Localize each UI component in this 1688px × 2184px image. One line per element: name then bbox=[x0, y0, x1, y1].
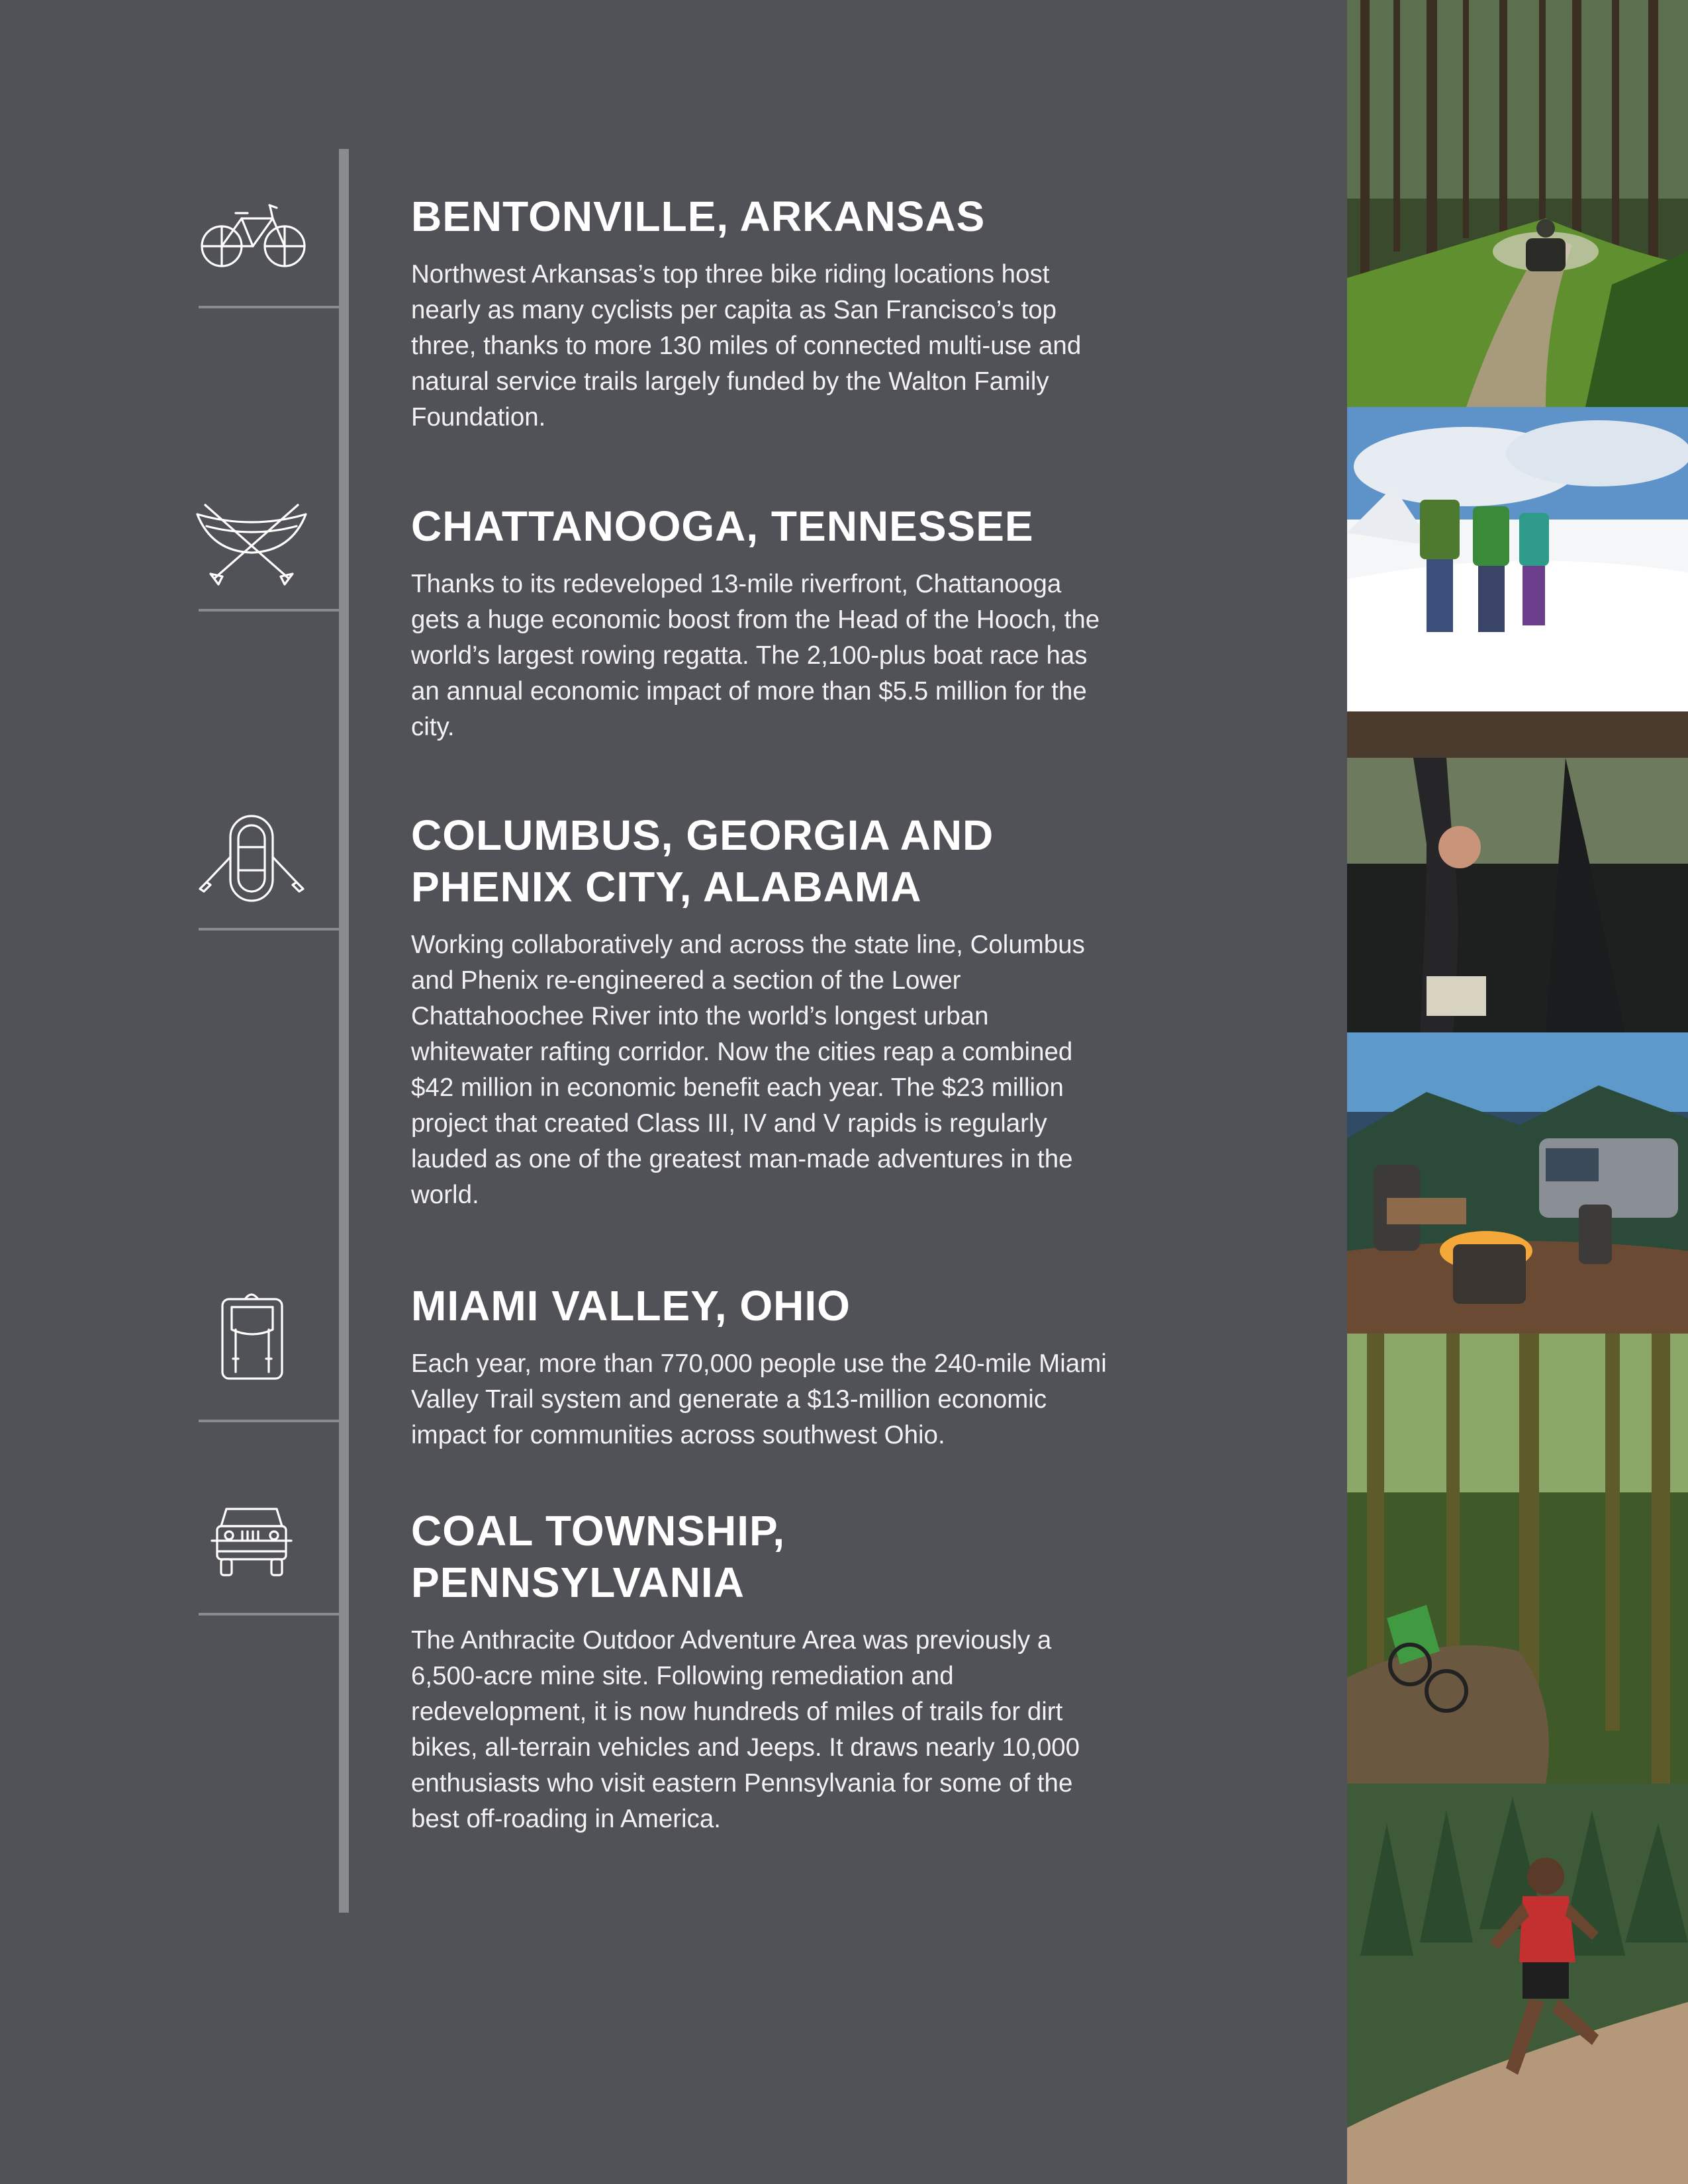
divider-5 bbox=[199, 1613, 339, 1615]
entry-title: BENTONVILLE, ARKANSAS bbox=[411, 193, 986, 240]
divider-4 bbox=[199, 1420, 339, 1422]
photo-campfire bbox=[1347, 1032, 1688, 1334]
entry-body: The Anthracite Outdoor Adventure Area was previously a 6,500-acre mine site. Following remediation and redevelopment, it is now hundreds of miles of trails for dirt bikes, all-terrain vehicles and Jeeps. It draws nearly 10,000 enthusiasts who visit eastern Pennsylvania for some of the best off-roading in America. bbox=[411, 1626, 1080, 1833]
photo-mountain-biker bbox=[1347, 1334, 1688, 1784]
divider-2 bbox=[199, 609, 339, 612]
entry-title: MIAMI VALLEY, OHIO bbox=[411, 1282, 851, 1330]
photo-strip bbox=[1347, 0, 1688, 2184]
entry-title: COLUMBUS, GEORGIA AND PHENIX CITY, ALABAMA bbox=[411, 811, 994, 911]
jeep-icon bbox=[192, 1501, 311, 1594]
entry-coal-township bbox=[411, 1505, 1080, 1837]
canoe-icon bbox=[192, 500, 311, 592]
entry-body: Northwest Arkansas’s top three bike riding locations host nearly as many cyclists per capita as San Francisco’s top three, thanks to more 130 miles of connected multi-use and natural service trails largely funded by the Walton Family Foundation. bbox=[411, 260, 1082, 432]
entry-bentonville bbox=[411, 191, 1113, 435]
entry-chattanooga bbox=[411, 500, 1113, 745]
photo-obstacle-race bbox=[1347, 711, 1688, 1032]
bicycle-icon bbox=[192, 192, 311, 285]
divider-1 bbox=[199, 306, 339, 308]
photo-trail-runner bbox=[1347, 1784, 1688, 2184]
photo-atv-forest bbox=[1347, 0, 1688, 407]
photo-snow-hikers bbox=[1347, 407, 1688, 711]
entry-miami-valley bbox=[411, 1280, 1113, 1453]
entry-title: COAL TOWNSHIP, PENNSYLVANIA bbox=[411, 1507, 786, 1606]
raft-icon bbox=[192, 811, 311, 903]
entry-body: Working collaboratively and across the state line, Columbus and Phenix re-engineered a section of the Lower Chattahoochee River into the world’s longest urban whitewater rafting corridor. Now the cities reap a combined $42 million in economic benefit each year. The $23 million project that created Class III, IV and V rapids is regularly lauded as one of the greatest man-made adventures in the world. bbox=[411, 931, 1085, 1209]
entry-title: CHATTANOOGA, TENNESSEE bbox=[411, 502, 1034, 550]
entry-body: Thanks to its redeveloped 13-mile riverfront, Chattanooga gets a huge economic boost from the Head of the Hooch, the world’s largest rowing regatta. The 2,100-plus boat race has an annual economic impact of more than $5.5 million for the city. bbox=[411, 570, 1100, 741]
divider-3 bbox=[199, 928, 339, 931]
backpack-icon bbox=[192, 1287, 311, 1380]
entry-body: Each year, more than 770,000 people use the 240-mile Miami Valley Trail system and generate a $13-million economic impact for communities across southwest Ohio. bbox=[411, 1349, 1107, 1449]
entry-columbus bbox=[411, 809, 1085, 1213]
timeline-bar bbox=[339, 149, 349, 1913]
